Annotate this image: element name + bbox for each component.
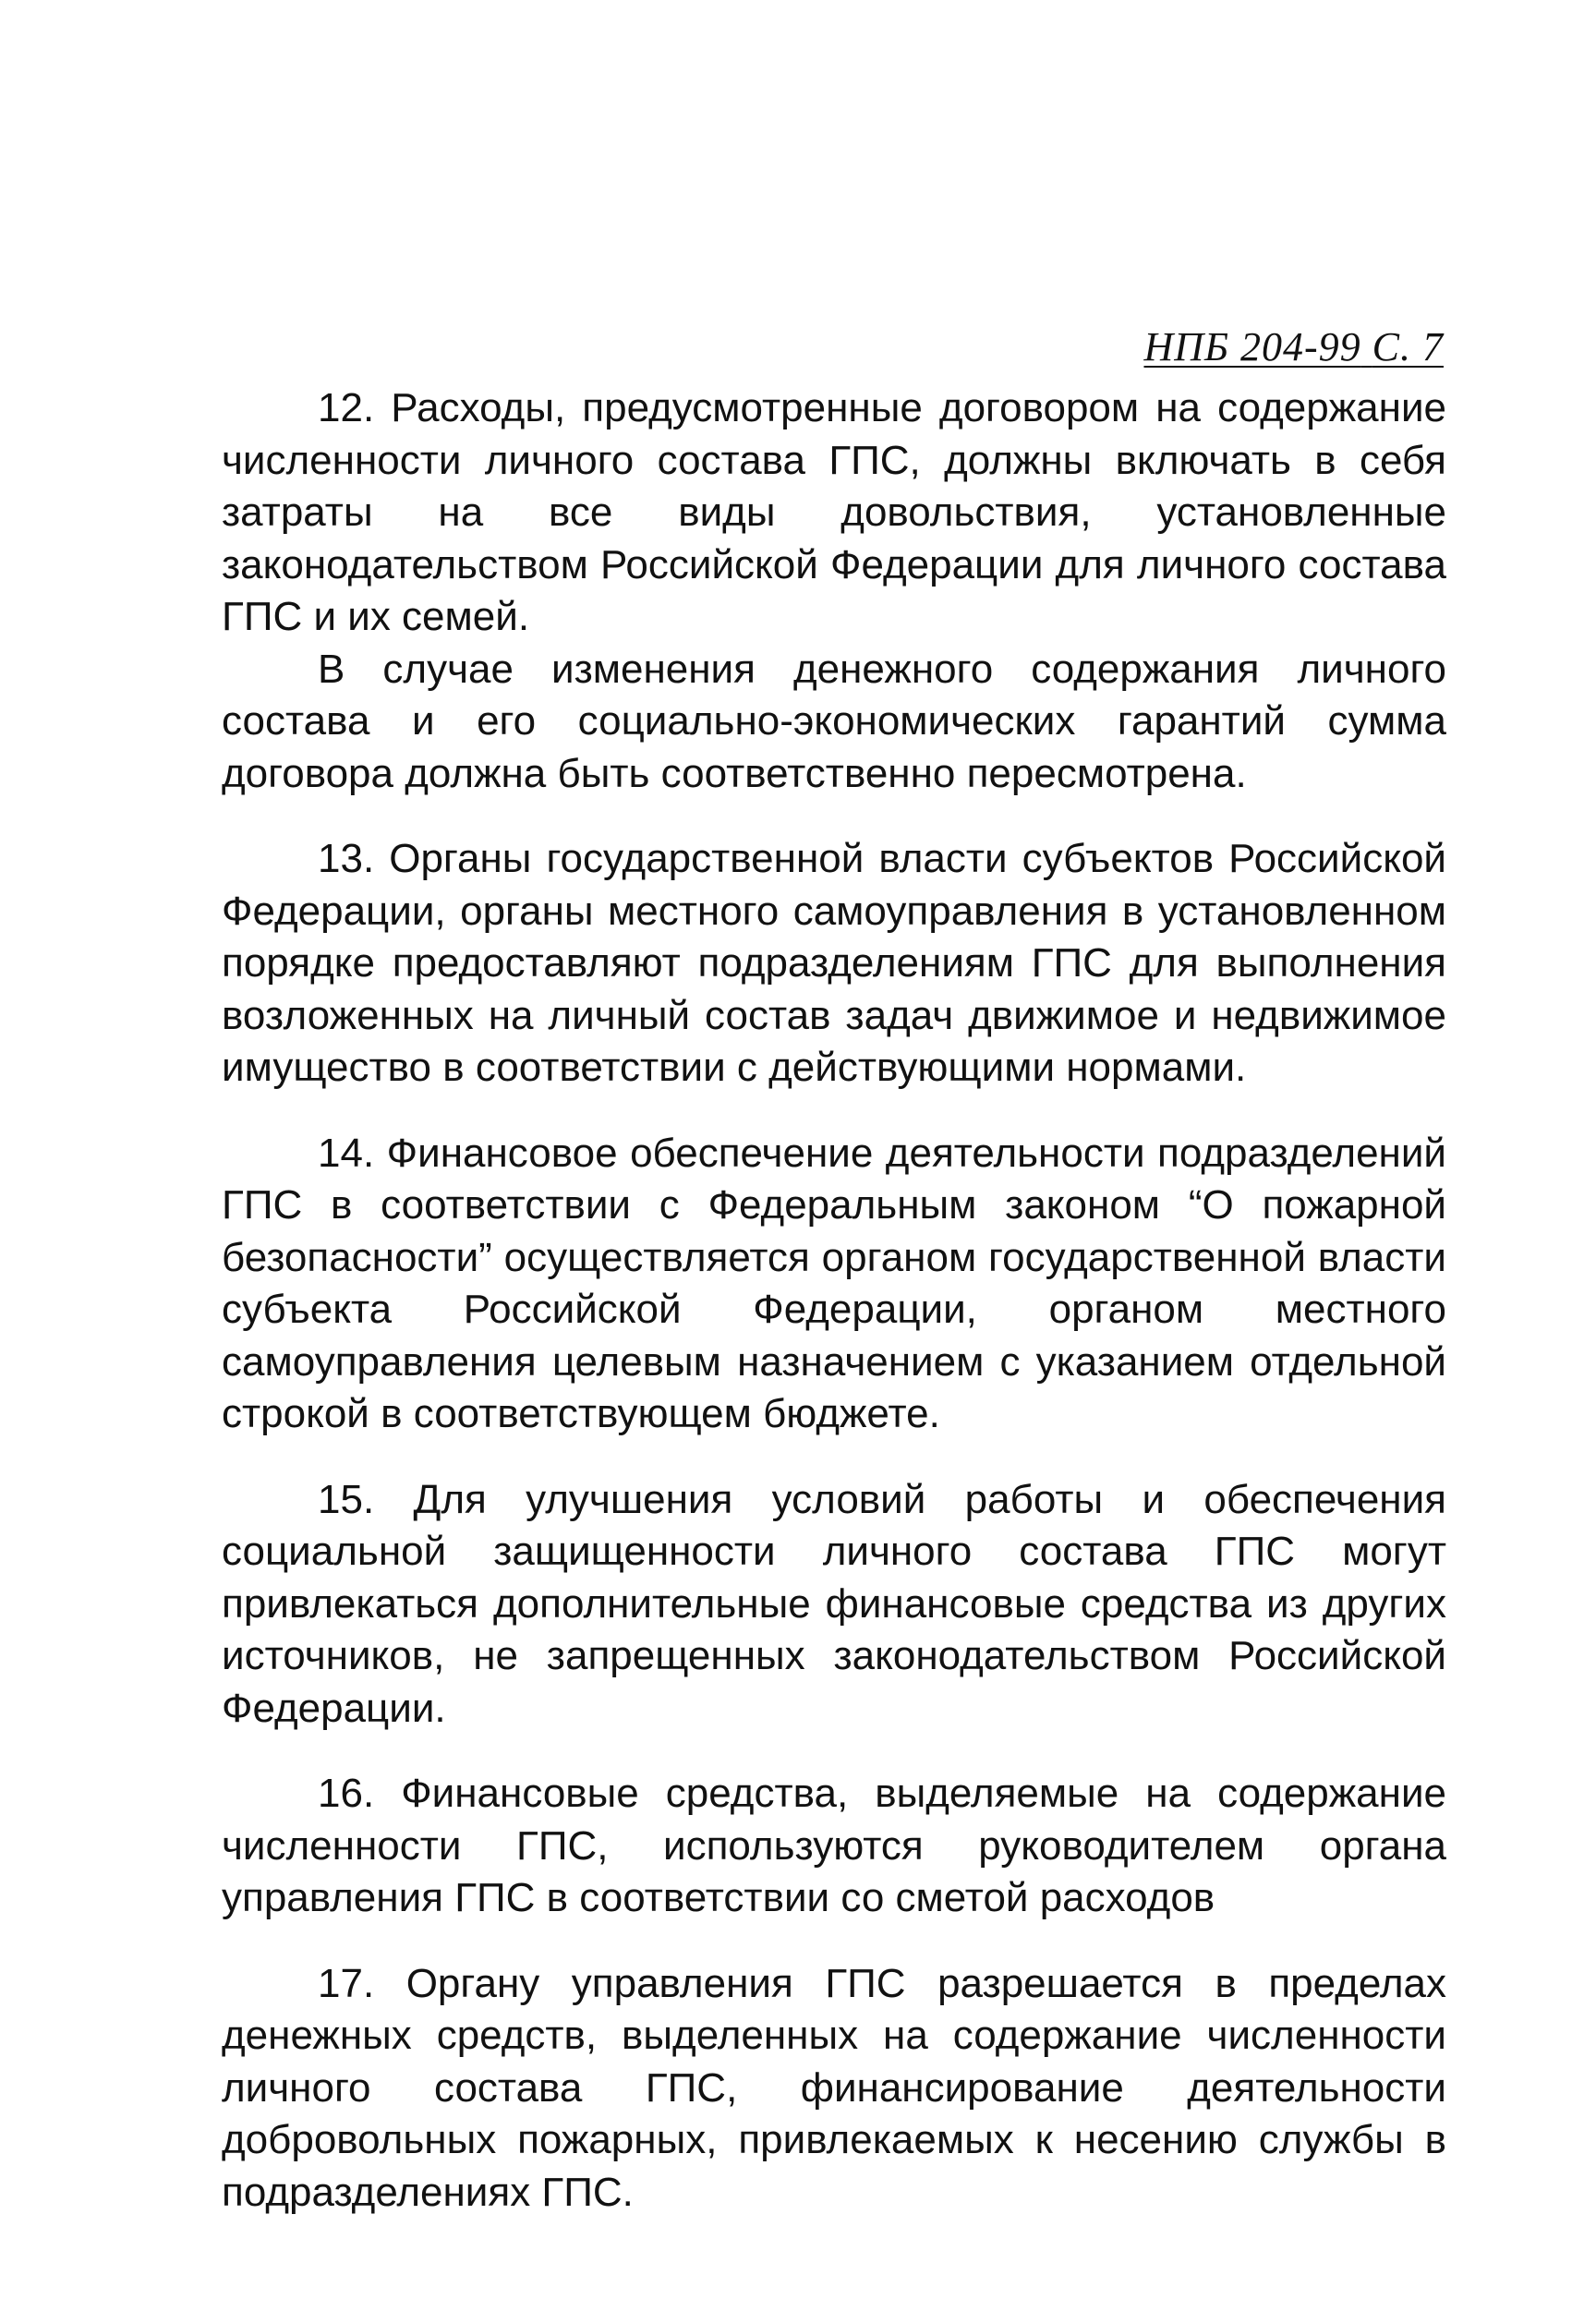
paragraph-15: 15. Для улучшения условий работы и обеспечения социальной защищенности личного состава ГПС могут привлекаться дополнительные финансовые средства из других источников, не запрещенных законодательством Российской Федерации. xyxy=(222,1476,1446,1731)
document-body xyxy=(222,382,1446,2219)
page-header xyxy=(1143,323,1444,371)
paragraph-17: 17. Органу управления ГПС разрешается в пределах денежных средств, выделенных на содержание численности личного состава ГПС, финансирование деятельности добровольных пожарных, привлекаемых к несению службы в подразделениях ГПС. xyxy=(222,1960,1446,2215)
paragraph-14: 14. Финансовое обеспечение деятельности подразделений ГПС в соответствии с Федеральным законом “О пожарной безопасности” осуществляется органом государственной власти субъекта Российской Федерации, органом местного самоуправления целевым назначением с указанием отдельной строкой в соответствующем бюджете. xyxy=(222,1130,1446,1436)
page-label: С. xyxy=(1372,324,1411,369)
paragraph-12: 12. Расходы, предусмотренные договором на содержание численности личного состава ГПС, должны включать в себя затраты на все виды довольствия, установленные законодательством Российской Федерации для личного состава ГПС и их семей. xyxy=(222,385,1446,639)
paragraph-16: 16. Финансовые средства, выделяемые на содержание численности ГПС, используются руководителем органа управления ГПС в соответствии со сметой расходов xyxy=(222,1771,1446,1920)
paragraph-12-continuation: В случае изменения денежного содержания личного состава и его социально-экономических гарантий сумма договора должна быть соответственно пересмотрена. xyxy=(222,646,1446,796)
page-number: 7 xyxy=(1422,324,1444,369)
document-code: НПБ 204-99 xyxy=(1143,324,1361,369)
paragraph-13: 13. Органы государственной власти субъектов Российской Федерации, органы местного самоуправления в установленном порядке предоставляют подразделениям ГПС для выполнения возложенных на личный состав задач движимое и недвижимое имущество в соответствии с действующими нормами. xyxy=(222,836,1446,1090)
